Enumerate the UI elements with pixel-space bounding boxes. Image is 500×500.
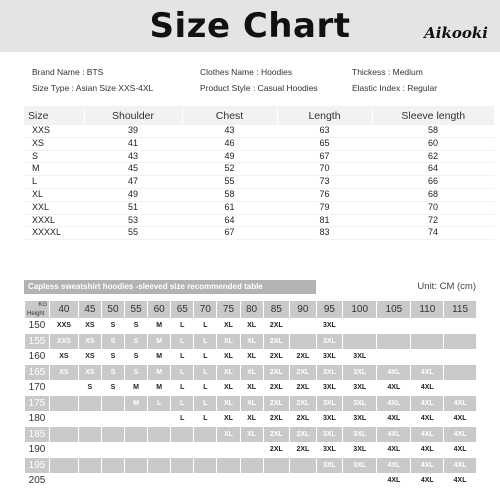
recommend-cell: 3XL: [322, 415, 336, 423]
weight-header: 95: [317, 301, 343, 318]
recommend-cell: 3XL: [317, 458, 343, 474]
size-cell: 53: [84, 214, 182, 227]
recommend-cell: S: [102, 334, 124, 350]
weight-header: 100: [343, 301, 376, 318]
recommend-cell: [444, 334, 476, 350]
corner-cell: [25, 301, 49, 318]
weight-header: 85: [264, 301, 290, 318]
recommend-cell: S: [110, 322, 116, 330]
size-cell: 62: [372, 150, 494, 163]
recommend-cell: [444, 380, 476, 396]
recommend-cell: [171, 473, 193, 489]
recommend-cell: 3XL: [322, 384, 336, 392]
recommend-cell: M: [156, 353, 163, 361]
recommend-cell: 3XL: [317, 396, 343, 412]
size-cell: 55: [84, 227, 182, 240]
recommend-cell: XL: [247, 384, 257, 392]
recommend-cell: [50, 458, 78, 474]
recommend-cell: 4XL: [453, 477, 467, 485]
recommend-cell: S: [125, 365, 147, 381]
table-row: [25, 334, 476, 350]
recommend-cell: L: [203, 353, 208, 361]
recommend-cell: [79, 411, 101, 427]
size-col-header: Chest: [182, 106, 277, 125]
recommend-cell: L: [148, 396, 170, 412]
weight-header: 55: [125, 301, 147, 318]
table-row: [25, 458, 476, 474]
recommend-cell: XL: [223, 384, 233, 392]
height-label: 165: [25, 365, 49, 381]
size-col-header: Size: [24, 106, 84, 125]
recommend-cell: [102, 396, 124, 412]
recommend-cell: 2XL: [290, 365, 316, 381]
recommend-cell: [264, 458, 290, 474]
recommend-cell: [125, 427, 147, 443]
table-row: [24, 201, 494, 214]
table-row: [25, 365, 476, 381]
recommend-cell: [50, 380, 78, 396]
recommend-cell: [125, 442, 147, 458]
recommend-cell: [50, 427, 78, 443]
recommend-cell: 2XL: [269, 322, 283, 330]
recommend-cell: [79, 458, 101, 474]
recommend-cell: 4XL: [411, 396, 443, 412]
recommend-cell: 4XL: [444, 458, 476, 474]
recommend-cell: [241, 458, 263, 474]
size-cell: 41: [84, 137, 182, 150]
recommend-cell: S: [133, 322, 139, 330]
recommend-cell: [102, 411, 124, 427]
info-brand-name: Brand Name : BTS: [32, 67, 104, 77]
recommend-cell: [343, 473, 376, 489]
recommend-cell: 3XL: [322, 353, 336, 361]
size-cell: 74: [372, 227, 494, 240]
corner-kg-label: KG: [38, 302, 47, 308]
size-cell: 70: [277, 163, 372, 176]
size-cell: 52: [182, 163, 277, 176]
recommend-cell: 4XL: [377, 396, 410, 412]
recommend-cell: 3XL: [343, 365, 376, 381]
recommend-cell: [50, 396, 78, 412]
recommend-cell: [343, 318, 376, 334]
recommend-cell: [343, 334, 376, 350]
height-label: 180: [28, 413, 46, 425]
recommend-cell: XS: [79, 334, 101, 350]
recommend-cell: [50, 411, 78, 427]
weight-header: 105: [377, 301, 410, 318]
recommend-cell: [148, 411, 170, 427]
recommend-cell: [79, 473, 101, 489]
table-row: [25, 318, 476, 334]
recommend-cell: [290, 458, 316, 474]
recommend-cell: [102, 442, 124, 458]
recommend-cell: 4XL: [420, 384, 434, 392]
size-cell: XS: [24, 137, 84, 150]
size-cell: 47: [84, 176, 182, 189]
recommend-cell: L: [203, 322, 208, 330]
table-row: [24, 125, 494, 137]
size-cell: 76: [277, 188, 372, 201]
recommend-cell: XL: [247, 322, 257, 330]
weight-header: 110: [411, 301, 443, 318]
height-label: 160: [28, 351, 46, 363]
size-cell: 55: [182, 176, 277, 189]
size-cell: 43: [182, 125, 277, 137]
recommend-cell: [217, 458, 239, 474]
weight-header: 75: [217, 301, 239, 318]
table-row: [24, 214, 494, 227]
recommend-cell: L: [180, 322, 185, 330]
recommend-cell: [125, 473, 147, 489]
recommend-cell: XS: [85, 322, 95, 330]
weight-header: 115: [444, 301, 476, 318]
recommend-cell: L: [194, 334, 216, 350]
table-row: [25, 411, 476, 427]
recommend-cell: 4XL: [444, 427, 476, 443]
recommend-cell: L: [171, 396, 193, 412]
size-cell: 70: [372, 201, 494, 214]
size-cell: 79: [277, 201, 372, 214]
table-row: [25, 380, 476, 396]
recommend-cell: 3XL: [343, 458, 376, 474]
table-row: [25, 349, 476, 365]
recommend-cell: 2XL: [264, 396, 290, 412]
recommend-cell: 2XL: [296, 384, 310, 392]
size-col-header: Shoulder: [84, 106, 182, 125]
recommend-cell: 4XL: [377, 427, 410, 443]
size-cell: 39: [84, 125, 182, 137]
weight-header: 60: [148, 301, 170, 318]
recommend-cell: XS: [59, 353, 69, 361]
recommend-cell: XL: [217, 365, 239, 381]
recommend-cell: L: [180, 415, 185, 423]
recommend-cell: [444, 318, 476, 334]
recommend-cell: [171, 442, 193, 458]
size-cell: 81: [277, 214, 372, 227]
recommend-cell: 2XL: [290, 427, 316, 443]
recommend-cell: 4XL: [411, 427, 443, 443]
recommend-cell: [194, 442, 216, 458]
size-cell: 63: [277, 125, 372, 137]
recommend-cell: [50, 442, 78, 458]
table-row: [24, 227, 494, 240]
recommend-cell: 2XL: [290, 396, 316, 412]
size-cell: 51: [84, 201, 182, 214]
recommend-cell: [148, 473, 170, 489]
recommend-cell: [377, 318, 410, 334]
recommend-cell: XL: [223, 322, 233, 330]
recommend-cell: XS: [85, 353, 95, 361]
recommend-cell: [264, 473, 290, 489]
size-cell: 61: [182, 201, 277, 214]
height-label: 190: [28, 444, 46, 456]
size-cell: 58: [372, 125, 494, 137]
recommend-cell: [290, 334, 316, 350]
recommend-cell: [171, 458, 193, 474]
recommend-cell: 3XL: [317, 427, 343, 443]
size-cell: 65: [277, 137, 372, 150]
weight-header: 40: [50, 301, 78, 318]
recommend-cell: 4XL: [453, 446, 467, 454]
recommend-cell: [317, 473, 343, 489]
recommend-cell: [444, 349, 476, 365]
recommend-cell: [148, 442, 170, 458]
recommend-cell: XS: [79, 365, 101, 381]
recommend-cell: 4XL: [377, 365, 410, 381]
size-cell: M: [24, 163, 84, 176]
height-label: 150: [28, 320, 46, 332]
recommend-cell: [50, 473, 78, 489]
height-label: 205: [28, 475, 46, 487]
recommend-cell: [290, 318, 316, 334]
recommend-cell: 2XL: [296, 353, 310, 361]
table-row: [25, 396, 476, 412]
recommend-cell: [79, 442, 101, 458]
recommend-cell: L: [171, 334, 193, 350]
recommend-cell: [411, 334, 443, 350]
recommend-cell: 3XL: [353, 353, 367, 361]
info-product-style: Product Style : Casual Hoodies: [200, 83, 318, 93]
recommend-cell: S: [110, 353, 116, 361]
size-cell: 45: [84, 163, 182, 176]
recommend-cell: 2XL: [264, 334, 290, 350]
recommend-cell: M: [156, 384, 163, 392]
recommend-cell: 2XL: [269, 353, 283, 361]
size-cell: 66: [372, 176, 494, 189]
recommend-cell: 4XL: [387, 384, 401, 392]
recommend-cell: 4XL: [453, 415, 467, 423]
recommend-cell: [217, 442, 239, 458]
recommend-cell: 2XL: [269, 415, 283, 423]
recommend-cell: [102, 458, 124, 474]
size-cell: L: [24, 176, 84, 189]
recommend-cell: XL: [217, 334, 239, 350]
recommend-cell: XL: [247, 415, 257, 423]
recommend-cell: [148, 427, 170, 443]
weight-header: 65: [171, 301, 193, 318]
size-cell: XXXXL: [24, 227, 84, 240]
recommend-cell: 4XL: [420, 446, 434, 454]
recommend-cell: 3XL: [317, 334, 343, 350]
size-cell: 67: [277, 150, 372, 163]
height-label: 195: [25, 458, 49, 474]
recommend-cell: M: [133, 384, 139, 392]
recommend-cell: [148, 458, 170, 474]
height-label: 185: [25, 427, 49, 443]
recommend-cell: S: [102, 365, 124, 381]
weight-header: 45: [79, 301, 101, 318]
recommend-cell: [411, 318, 443, 334]
table-row: [24, 150, 494, 163]
recommend-cell: [290, 473, 316, 489]
page-title: Size Chart: [149, 6, 351, 46]
recommend-cell: [102, 427, 124, 443]
recommend-cell: [217, 473, 239, 489]
recommend-cell: XL: [241, 396, 263, 412]
size-cell: XXXL: [24, 214, 84, 227]
weight-header: 70: [194, 301, 216, 318]
corner-height-label: Height: [27, 311, 45, 317]
recommend-cell: XXS: [50, 334, 78, 350]
table-row: [24, 137, 494, 150]
size-cell: 64: [182, 214, 277, 227]
recommend-cell: 4XL: [387, 477, 401, 485]
recommend-cell: S: [87, 384, 93, 392]
recommend-cell: XL: [241, 427, 263, 443]
recommend-cell: [241, 473, 263, 489]
size-col-header: Sleeve length: [372, 106, 494, 125]
recommend-header-row: [25, 301, 476, 318]
recommend-cell: 4XL: [411, 458, 443, 474]
recommend-cell: S: [110, 384, 116, 392]
size-cell: 49: [182, 150, 277, 163]
size-cell: 64: [372, 163, 494, 176]
height-label: 175: [25, 396, 49, 412]
recommend-cell: L: [171, 365, 193, 381]
size-cell: 67: [182, 227, 277, 240]
recommend-cell: XL: [217, 427, 239, 443]
recommend-cell: 2XL: [269, 384, 283, 392]
header-banner: [0, 0, 500, 52]
recommend-cell: [241, 442, 263, 458]
recommend-cell: L: [180, 384, 185, 392]
recommend-cell: 4XL: [387, 415, 401, 423]
height-label: 155: [25, 334, 49, 350]
recommend-cell: 4XL: [377, 458, 410, 474]
recommend-cell: S: [133, 353, 139, 361]
recommend-cell: 4XL: [420, 477, 434, 485]
recommend-cell: 2XL: [269, 446, 283, 454]
recommend-cell: L: [180, 353, 185, 361]
recommend-cell: [125, 411, 147, 427]
table-row: [24, 163, 494, 176]
table-row: [24, 188, 494, 201]
recommend-cell: M: [148, 365, 170, 381]
recommend-cell: [444, 365, 476, 381]
info-size-type: Size Type : Asian Size XXS-4XL: [32, 83, 154, 93]
recommend-cell: [79, 427, 101, 443]
size-cell: 73: [277, 176, 372, 189]
recommend-cell: 3XL: [353, 415, 367, 423]
recommend-cell: XL: [247, 353, 257, 361]
info-clothes-name: Clothes Name : Hoodies: [200, 67, 293, 77]
table-row: [25, 427, 476, 443]
recommend-cell: 3XL: [317, 365, 343, 381]
recommend-cell: [411, 349, 443, 365]
recommend-cell: S: [125, 334, 147, 350]
recommend-cell: XL: [223, 353, 233, 361]
recommend-cell: [194, 458, 216, 474]
recommend-cell: 3XL: [343, 427, 376, 443]
size-cell: XXS: [24, 125, 84, 137]
height-label: 170: [28, 382, 46, 394]
table-row: [24, 176, 494, 189]
recommend-cell: 4XL: [444, 396, 476, 412]
size-col-header: Length: [277, 106, 372, 125]
recommend-cell: M: [148, 334, 170, 350]
recommend-cell: 3XL: [322, 322, 336, 330]
recommend-cell: 3XL: [343, 396, 376, 412]
weight-header: 80: [241, 301, 263, 318]
recommend-cell: [171, 427, 193, 443]
recommend-table: [24, 301, 477, 489]
recommend-title: Capless sweatshirt hoodies -sleeved size recommended table: [24, 280, 316, 294]
recommend-cell: 4XL: [411, 365, 443, 381]
size-table-body: [24, 125, 494, 240]
recommend-cell: [377, 334, 410, 350]
weight-header: 50: [102, 301, 124, 318]
recommend-cell: XS: [50, 365, 78, 381]
size-cell: 46: [182, 137, 277, 150]
recommend-cell: [125, 458, 147, 474]
recommend-cell: L: [203, 415, 208, 423]
recommend-cell: 2XL: [264, 365, 290, 381]
size-cell: 58: [182, 188, 277, 201]
size-table-header: [24, 106, 494, 125]
recommend-cell: XL: [241, 334, 263, 350]
size-cell: 60: [372, 137, 494, 150]
recommend-cell: 4XL: [420, 415, 434, 423]
brand-logo-text: Aikooki: [424, 24, 488, 42]
size-cell: XXL: [24, 201, 84, 214]
recommend-cell: 4XL: [387, 446, 401, 454]
recommend-cell: 3XL: [353, 384, 367, 392]
recommend-cell: 2XL: [296, 415, 310, 423]
table-row: [25, 442, 476, 458]
recommend-cell: [102, 473, 124, 489]
recommend-cell: L: [203, 384, 208, 392]
recommend-cell: 2XL: [264, 427, 290, 443]
recommend-cell: L: [194, 396, 216, 412]
info-thickness: Thickess : Medium: [352, 67, 423, 77]
recommend-cell: [79, 396, 101, 412]
size-cell: XL: [24, 188, 84, 201]
recommend-cell: XL: [223, 415, 233, 423]
size-cell: 83: [277, 227, 372, 240]
recommend-cell: 3XL: [322, 446, 336, 454]
table-row: [25, 473, 476, 489]
product-info: [0, 56, 500, 102]
weight-header: 90: [290, 301, 316, 318]
recommend-cell: 3XL: [353, 446, 367, 454]
recommend-cell: [194, 427, 216, 443]
recommend-cell: XXS: [56, 322, 71, 330]
size-cell: 68: [372, 188, 494, 201]
recommend-cell: M: [125, 396, 147, 412]
size-cell: 43: [84, 150, 182, 163]
recommend-table-body: [25, 301, 476, 489]
size-table: [24, 106, 494, 240]
info-elastic-index: Elastic Index : Regular: [352, 83, 438, 93]
recommend-cell: L: [194, 365, 216, 381]
recommend-cell: XL: [217, 396, 239, 412]
recommend-cell: 2XL: [296, 446, 310, 454]
size-cell: 72: [372, 214, 494, 227]
recommend-cell: [194, 473, 216, 489]
recommend-cell: XL: [241, 365, 263, 381]
unit-label: Unit: CM (cm): [417, 281, 476, 292]
recommend-cell: [377, 349, 410, 365]
size-cell: 49: [84, 188, 182, 201]
recommend-cell: M: [156, 322, 163, 330]
size-cell: S: [24, 150, 84, 163]
